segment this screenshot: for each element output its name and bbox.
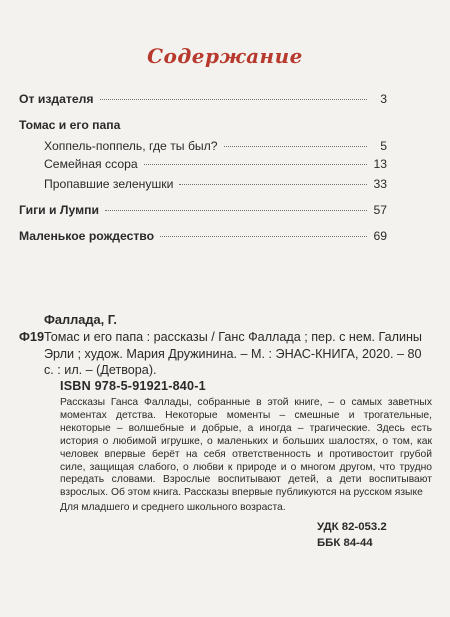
toc-entry-page: 33 bbox=[373, 177, 387, 191]
toc-section-heading bbox=[19, 118, 120, 132]
catalog-annotation: Рассказы Ганса Фаллады, собранные в этой книге, – о самых заветных моментах детства. Некоторые моменты – смешные и трогательные, некоторые – волшебные и добрые, а иногда – трагические. Здесь есть история о любимой игрушке, о маленьких и больших шалостях, о том, как человек впервые берёт на себя ответственность и противостоит грубой силе, защищая слабого, о любви к природе и о многом другом, что трудно передать словами. Взрослые воспитывают детей, а дети воспитывают взрослых. Об этом книга. Рассказы впервые публикуются на русском языке bbox=[60, 397, 432, 499]
toc-entry bbox=[19, 92, 387, 106]
toc-entry-label: Хоппель-поппель, где ты был? bbox=[44, 139, 218, 153]
toc-entry-page: 5 bbox=[380, 139, 387, 153]
toc-entry bbox=[44, 177, 387, 191]
toc-entry-label: Гиги и Лумпи bbox=[19, 203, 99, 217]
toc-entry-page: 57 bbox=[373, 203, 387, 217]
catalog-isbn: ISBN 978-5-91921-840-1 bbox=[60, 379, 206, 393]
catalog-description: Томас и его папа : рассказы / Ганс Фаллада ; пер. с нем. Галины Эрли ; худож. Мария Дружинина. – М. : ЭНАС-КНИГА, 2020. – 80 с. : ил. – (Детвора). bbox=[44, 330, 422, 377]
toc-entry-label: Семейная ссора bbox=[44, 157, 138, 171]
toc-leader-dots bbox=[224, 146, 367, 147]
toc-entry bbox=[19, 203, 387, 217]
catalog-author: Фаллада, Г. bbox=[44, 312, 117, 327]
catalog-annotation-block bbox=[60, 397, 432, 515]
contents-title: Содержание bbox=[147, 44, 303, 68]
toc-entry-label: Томас и его папа bbox=[19, 118, 121, 132]
toc-entry-page: 13 bbox=[373, 157, 387, 171]
catalog-code: Ф19 bbox=[19, 329, 45, 344]
toc-entry-page: 69 bbox=[373, 229, 387, 243]
toc-entry-label: Маленькое рождество bbox=[19, 229, 155, 243]
toc-entry bbox=[44, 139, 387, 153]
catalog-udk: УДК 82-053.2 bbox=[317, 521, 387, 533]
toc-leader-dots bbox=[179, 184, 367, 185]
toc-leader-dots bbox=[160, 236, 367, 237]
toc-entry bbox=[44, 157, 387, 171]
toc-leader-dots bbox=[144, 164, 367, 165]
toc-entry-label: От издателя bbox=[19, 92, 94, 106]
catalog-audience: Для младшего и среднего школьного возраста. bbox=[60, 502, 286, 514]
toc-leader-dots bbox=[100, 99, 368, 100]
toc-entry-page: 3 bbox=[380, 92, 387, 106]
toc-leader-dots bbox=[105, 210, 367, 211]
catalog-bbk: ББК 84-44 bbox=[317, 537, 373, 549]
toc-entry bbox=[19, 229, 387, 243]
toc-entry-label: Пропавшие зеленушки bbox=[44, 177, 174, 191]
